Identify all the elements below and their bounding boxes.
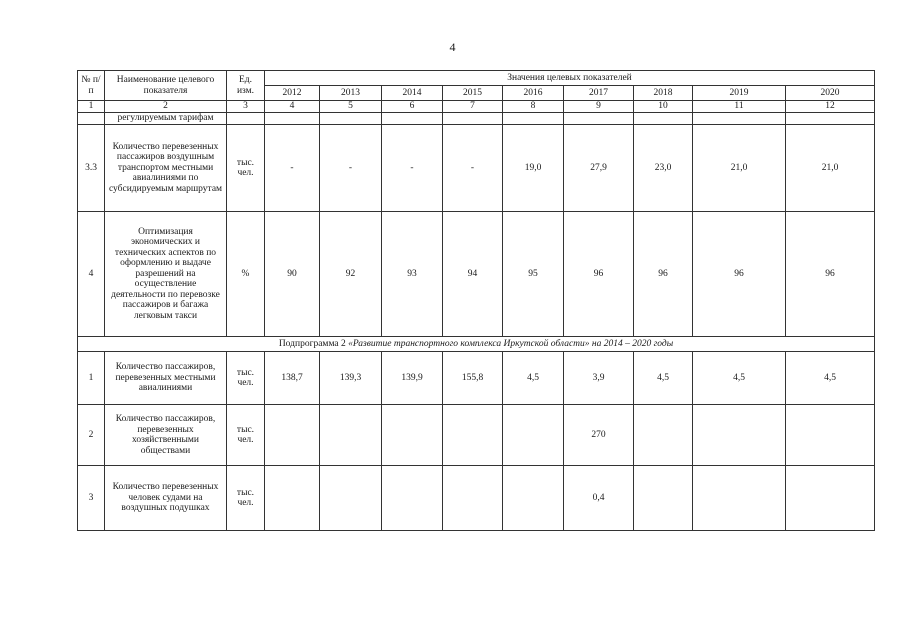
row-num: 2: [78, 405, 105, 466]
rows-part1: [78, 125, 875, 337]
column-number: 6: [382, 101, 443, 113]
unit-cell: тыс. чел.: [227, 125, 265, 212]
value-cell: [265, 466, 320, 531]
indicator-name: Количество перевезенных пассажиров воздушным транспортом местными авиалиниями по субсидируемым маршрутам: [105, 125, 227, 212]
header-year: 2013: [320, 86, 382, 101]
header-year: 2016: [503, 86, 564, 101]
value-cell: 23,0: [634, 125, 693, 212]
column-number: 1: [78, 101, 105, 113]
value-cell: 138,7: [265, 352, 320, 405]
value-cell: [382, 405, 443, 466]
value-cell: 139,9: [382, 352, 443, 405]
header-year: 2018: [634, 86, 693, 101]
value-cell: 96: [786, 212, 875, 337]
subprogram-row: [78, 337, 875, 352]
header-year: 2015: [443, 86, 503, 101]
value-cell: 270: [564, 405, 634, 466]
continuation-row: [78, 113, 875, 125]
indicator-name: Оптимизация экономических и технических аспектов по оформлению и выдаче разрешений на осуществление деятельности по перевозке пассажиров и багажа легковым такси: [105, 212, 227, 337]
value-cell: 96: [564, 212, 634, 337]
column-number: 10: [634, 101, 693, 113]
header-row-1: [78, 71, 875, 86]
unit-cell: %: [227, 212, 265, 337]
header-values-group: Значения целевых показателей: [265, 71, 875, 86]
header-year: 2014: [382, 86, 443, 101]
value-cell: 21,0: [693, 125, 786, 212]
value-cell: [503, 405, 564, 466]
value-cell: [503, 466, 564, 531]
value-cell: [693, 466, 786, 531]
header-name: Наименование целевого показателя: [105, 71, 227, 101]
row-num: 4: [78, 212, 105, 337]
subprogram-name: «Развитие транспортного комплекса Иркутской области» на 2014 – 2020 годы: [348, 338, 674, 349]
value-cell: -: [265, 125, 320, 212]
value-cell: 19,0: [503, 125, 564, 212]
value-cell: 4,5: [786, 352, 875, 405]
value-cell: [320, 405, 382, 466]
header-year: 2017: [564, 86, 634, 101]
page-number: 4: [449, 40, 456, 54]
column-number: 9: [564, 101, 634, 113]
column-number: 8: [503, 101, 564, 113]
value-cell: 95: [503, 212, 564, 337]
subprogram-title: [78, 337, 875, 352]
header-num: № п/п: [78, 71, 105, 101]
value-cell: [382, 466, 443, 531]
value-cell: [786, 405, 875, 466]
indicator-name: Количество пассажиров, перевезенных местными авиалиниями: [105, 352, 227, 405]
continuation-text: регулируемым тарифам: [105, 113, 227, 125]
value-cell: 96: [693, 212, 786, 337]
unit-cell: тыс. чел.: [227, 466, 265, 531]
row-num: 3: [78, 466, 105, 531]
value-cell: [786, 466, 875, 531]
value-cell: 155,8: [443, 352, 503, 405]
value-cell: 92: [320, 212, 382, 337]
rows-part2: [78, 352, 875, 531]
subprogram-lead: Подпрограмма 2: [278, 338, 346, 349]
unit-cell: тыс. чел.: [227, 405, 265, 466]
target-indicators-table: [77, 70, 875, 531]
unit-cell: тыс. чел.: [227, 352, 265, 405]
indicator-name: Количество пассажиров, перевезенных хозяйственными обществами: [105, 405, 227, 466]
value-cell: [634, 405, 693, 466]
value-cell: 94: [443, 212, 503, 337]
table-row: [78, 405, 875, 466]
value-cell: 3,9: [564, 352, 634, 405]
value-cell: 90: [265, 212, 320, 337]
value-cell: [320, 466, 382, 531]
column-number: 11: [693, 101, 786, 113]
column-number: 12: [786, 101, 875, 113]
value-cell: [634, 466, 693, 531]
header-year: 2012: [265, 86, 320, 101]
value-cell: 96: [634, 212, 693, 337]
header-year: 2019: [693, 86, 786, 101]
value-cell: [443, 405, 503, 466]
column-number: 7: [443, 101, 503, 113]
value-cell: 21,0: [786, 125, 875, 212]
value-cell: [693, 405, 786, 466]
value-cell: 139,3: [320, 352, 382, 405]
table-row: [78, 352, 875, 405]
value-cell: 27,9: [564, 125, 634, 212]
row-num: 3.3: [78, 125, 105, 212]
indicator-name: Количество перевезенных человек судами на воздушных подушках: [105, 466, 227, 531]
value-cell: [443, 466, 503, 531]
value-cell: 4,5: [693, 352, 786, 405]
column-number: 5: [320, 101, 382, 113]
value-cell: [265, 405, 320, 466]
value-cell: 93: [382, 212, 443, 337]
table-row: [78, 466, 875, 531]
row-num: 1: [78, 352, 105, 405]
column-number: 4: [265, 101, 320, 113]
column-numbers-row: [78, 101, 875, 113]
value-cell: -: [443, 125, 503, 212]
table-row: [78, 212, 875, 337]
value-cell: -: [382, 125, 443, 212]
column-number: 3: [227, 101, 265, 113]
header-unit: Ед. изм.: [227, 71, 265, 101]
value-cell: -: [320, 125, 382, 212]
column-number: 2: [105, 101, 227, 113]
table-row: [78, 125, 875, 212]
value-cell: 4,5: [634, 352, 693, 405]
value-cell: 4,5: [503, 352, 564, 405]
value-cell: 0,4: [564, 466, 634, 531]
header-year: 2020: [786, 86, 875, 101]
